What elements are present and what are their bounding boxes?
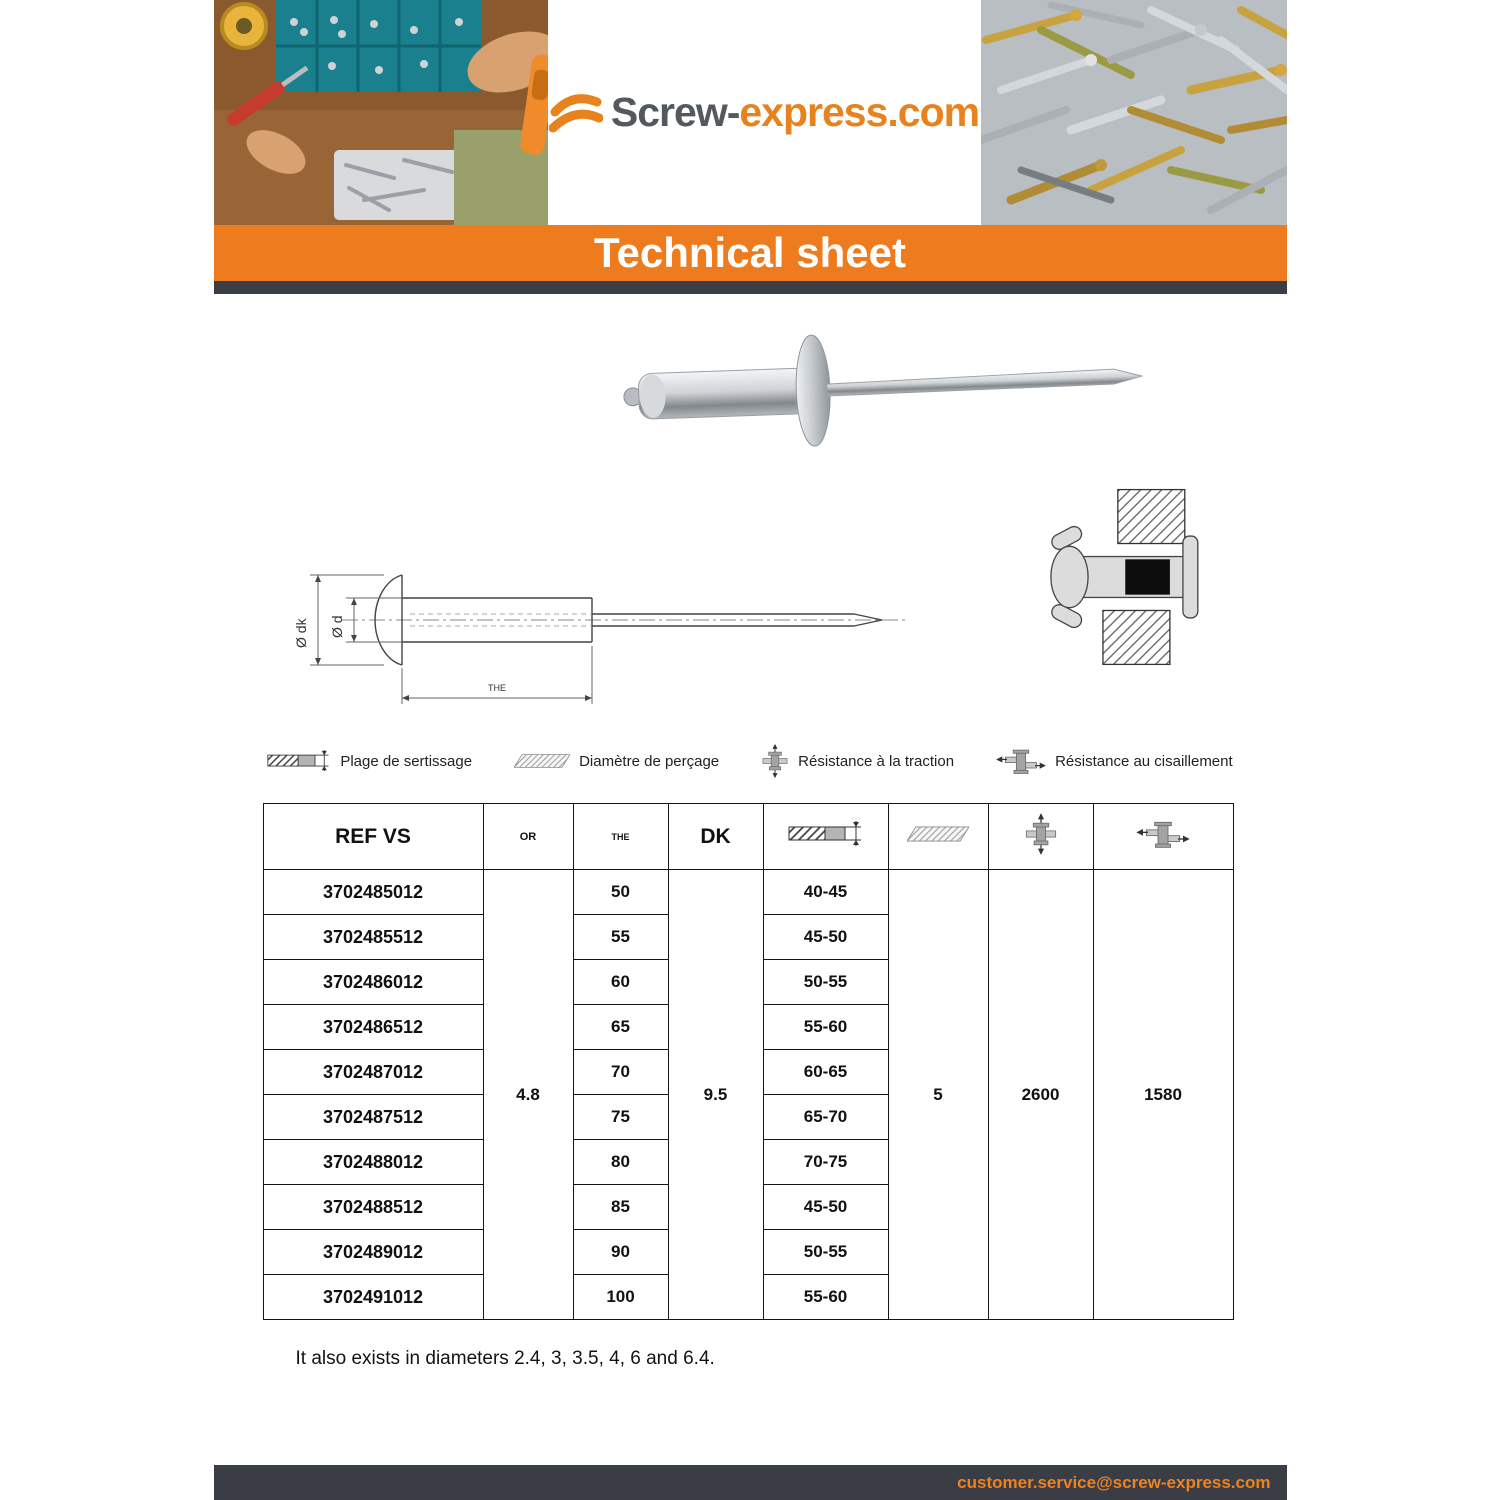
drill-diameter-icon: [514, 753, 570, 769]
cell-ref: 3702488512: [263, 1185, 483, 1230]
legend-item-drill: [514, 753, 719, 770]
cell-ref: 3702489012: [263, 1230, 483, 1275]
cell-dk-merged: 9.5: [668, 870, 763, 1320]
cell-or-merged: 4.8: [483, 870, 573, 1320]
logo-area: [548, 0, 981, 225]
header-dk: DK: [668, 804, 763, 870]
rivet-installed-section: [1036, 484, 1222, 679]
legend-label: Résistance au cisaillement: [1055, 752, 1233, 770]
cell-the: 70: [573, 1050, 668, 1095]
tensile-resistance-icon: [761, 743, 789, 779]
logo-text-express: express.com: [739, 89, 980, 135]
cell-crimp: 55-60: [763, 1275, 888, 1320]
logo-text-screw: Screw-: [610, 89, 740, 135]
cell-crimp: 70-75: [763, 1140, 888, 1185]
drill-diameter-icon: [907, 825, 969, 843]
header-the: THE: [573, 804, 668, 870]
dim-label-dk: Ø dk: [292, 618, 309, 648]
cell-ref: 3702487012: [263, 1050, 483, 1095]
shear-resistance-icon: [996, 747, 1046, 775]
header-shear-resistance: [1093, 804, 1233, 870]
screws-photo-illustration: [981, 0, 1287, 225]
hero-header: [214, 0, 1287, 225]
cell-crimp: 65-70: [763, 1095, 888, 1140]
cell-the: 65: [573, 1005, 668, 1050]
crimp-range-icon: [785, 821, 867, 847]
cell-crimp: 45-50: [763, 1185, 888, 1230]
cell-shear-merged: 1580: [1093, 870, 1233, 1320]
rivet-dimension-drawing: [292, 470, 940, 725]
tensile-resistance-icon: [1024, 813, 1058, 855]
cell-crimp: 50-55: [763, 1230, 888, 1275]
cell-ref: 3702488012: [263, 1140, 483, 1185]
header-or: OR: [483, 804, 573, 870]
legend-label: Plage de sertissage: [340, 752, 473, 770]
header-crimp-range: [763, 804, 888, 870]
cell-drill-merged: 5: [888, 870, 988, 1320]
crimp-range-icon: [267, 750, 331, 772]
cell-the: 80: [573, 1140, 668, 1185]
header-drill-diameter: [888, 804, 988, 870]
cell-tensile-merged: 2600: [988, 870, 1093, 1320]
cell-the: 100: [573, 1275, 668, 1320]
cell-the: 90: [573, 1230, 668, 1275]
rivet-photo-illustration: [599, 314, 1154, 463]
table-header-row: [263, 804, 1233, 870]
table-row: [263, 870, 1233, 915]
legend-item-crimp: [267, 750, 472, 772]
header-ref-vs: REF VS: [263, 804, 483, 870]
footer-email-link[interactable]: customer.service@screw-express.com: [957, 1473, 1271, 1492]
cell-crimp: 45-50: [763, 915, 888, 960]
banner-shadow-bar: [214, 281, 1287, 294]
shear-resistance-icon: [1135, 819, 1191, 849]
cell-the: 55: [573, 915, 668, 960]
diagram-row: [214, 470, 1287, 725]
legend-item-tensile: [761, 743, 954, 779]
header-tensile-resistance: [988, 804, 1093, 870]
cross-section-diagram: [1036, 484, 1222, 682]
dim-label-the: THE: [487, 683, 506, 693]
dim-label-d: Ø d: [328, 615, 345, 638]
cell-ref: 3702485512: [263, 915, 483, 960]
cell-the: 75: [573, 1095, 668, 1140]
technical-drawing: [292, 470, 940, 725]
cell-ref: 3702491012: [263, 1275, 483, 1320]
cell-crimp: 50-55: [763, 960, 888, 1005]
legend-item-shear: [996, 747, 1233, 775]
cell-crimp: 55-60: [763, 1005, 888, 1050]
cell-the: 60: [573, 960, 668, 1005]
cell-crimp: 60-65: [763, 1050, 888, 1095]
photo-screws: [981, 0, 1287, 225]
spec-table: [263, 803, 1234, 1320]
rivet-product-photo: [599, 314, 1154, 464]
logo-text: [611, 89, 979, 136]
logo-swoosh-icon: [549, 88, 603, 138]
footer-bar: [214, 1465, 1287, 1500]
cell-the: 85: [573, 1185, 668, 1230]
diameter-note: It also exists in diameters 2.4, 3, 3.5, 4, 6 and 6.4.: [295, 1348, 715, 1369]
legend-label: Diamètre de perçage: [579, 752, 720, 770]
legend: [214, 743, 1287, 779]
cell-the: 50: [573, 870, 668, 915]
logo: [549, 88, 979, 138]
legend-label: Résistance à la traction: [798, 752, 955, 770]
photo-workbench: [214, 0, 548, 225]
cell-ref: 3702487512: [263, 1095, 483, 1140]
cell-ref: 3702485012: [263, 870, 483, 915]
cell-ref: 3702486512: [263, 1005, 483, 1050]
cell-ref: 3702486012: [263, 960, 483, 1005]
banner-title: Technical sheet: [214, 225, 1287, 281]
cell-crimp: 40-45: [763, 870, 888, 915]
workbench-photo-illustration: [214, 0, 548, 225]
